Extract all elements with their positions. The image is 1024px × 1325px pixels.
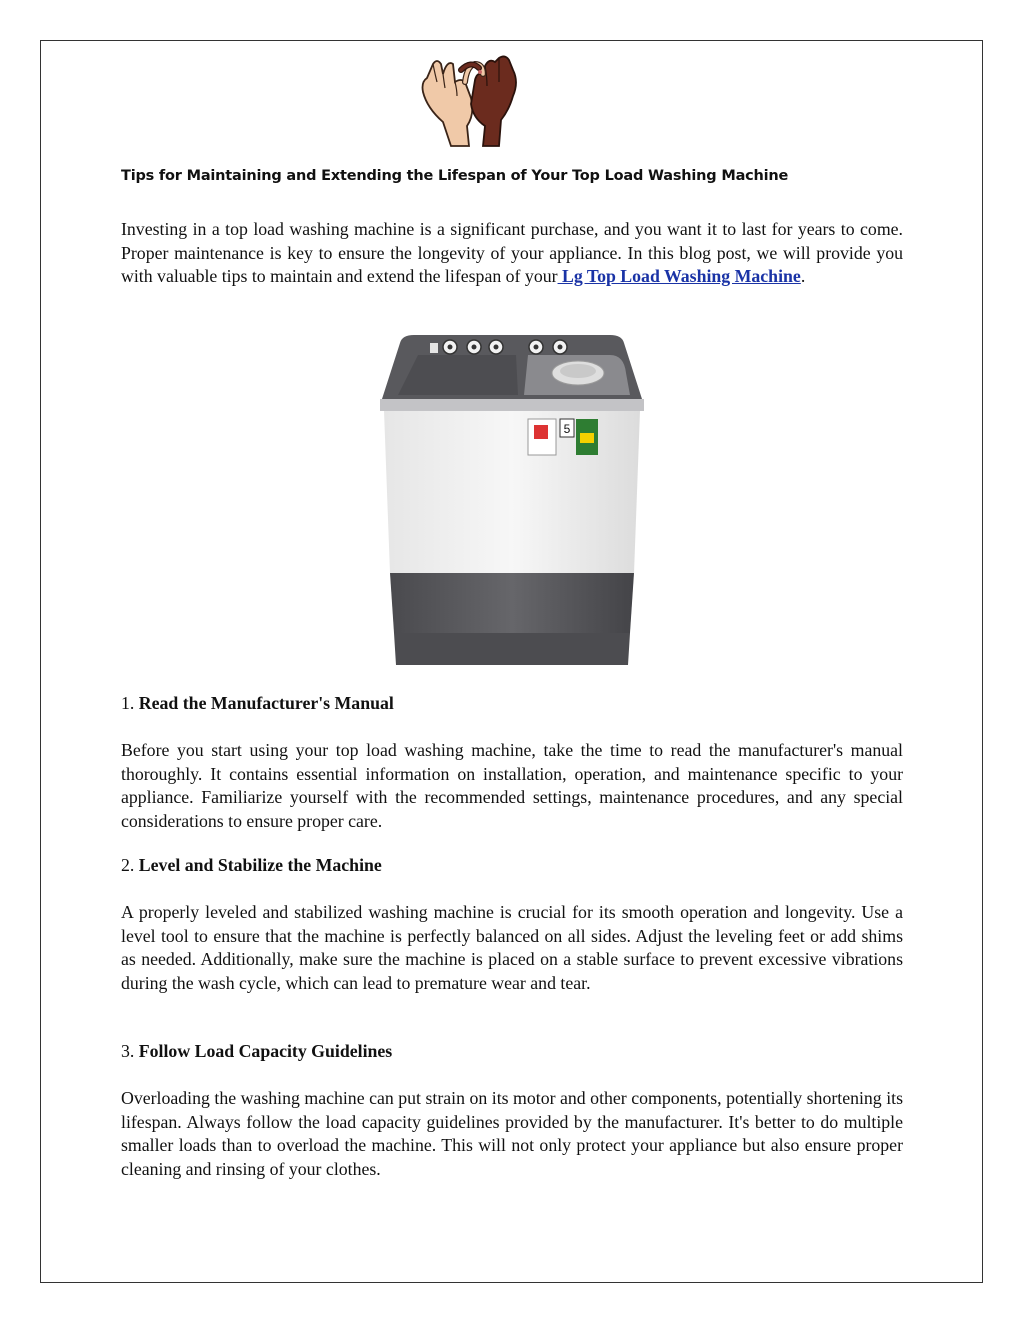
top-load-washing-machine-image: [378, 333, 646, 668]
section-3-heading: [121, 1041, 392, 1062]
section-3-body: Overloading the washing machine can put strain on its motor and other components, potentially shortening its lifespan. Always follow the load capacity guidelines provided by the manufacturer. It's better to do multiple smaller loads than to overload the machine. This will not only protect your appliance but also ensure proper cleaning and rinsing of your clothes.: [121, 1088, 903, 1179]
page-title: Tips for Maintaining and Extending the Lifespan of Your Top Load Washing Machine: [121, 168, 789, 184]
lg-top-load-link[interactable]: Lg Top Load Washing Machine: [557, 266, 801, 286]
section-1-number: 1.: [121, 693, 135, 713]
linked-pinky-hands-icon: [413, 52, 523, 148]
section-3-title: Follow Load Capacity Guidelines: [138, 1041, 393, 1061]
section-2-body: A properly leveled and stabilized washing machine is crucial for its smooth operation and longevity. Use a level tool to ensure that the machine is perfectly balanced on all sides. Adjust the leveling feet or add shims as needed. Additionally, make sure the machine is placed on a stable surface to prevent excessive vibrations during the wash cycle, which can lead to premature wear and tear.: [121, 902, 903, 993]
intro-paragraph: [121, 218, 903, 289]
section-3-number: 3.: [121, 1041, 135, 1061]
section-2-number: 2.: [121, 855, 135, 875]
section-2-heading: [121, 855, 382, 876]
section-1-heading: [121, 693, 394, 714]
intro-period: .: [800, 266, 806, 286]
section-2-title: Level and Stabilize the Machine: [138, 855, 382, 875]
section-1-body: Before you start using your top load washing machine, take the time to read the manufacturer's manual thoroughly. It contains essential information on installation, operation, and maintenance specific to your appliance. Familiarize yourself with the recommended settings, maintenance procedures, and any special considerations to ensure proper care.: [121, 740, 903, 831]
section-1-title: Read the Manufacturer's Manual: [138, 693, 394, 713]
star-rating-label: 5: [563, 422, 571, 436]
intro-text: Investing in a top load washing machine is a significant purchase, and you want it to last for years to come. Proper maintenance is key to ensure the longevity of your appliance. In this blog post, we will provide you with valuable tips to maintain and extend the lifespan of your: [121, 219, 903, 286]
